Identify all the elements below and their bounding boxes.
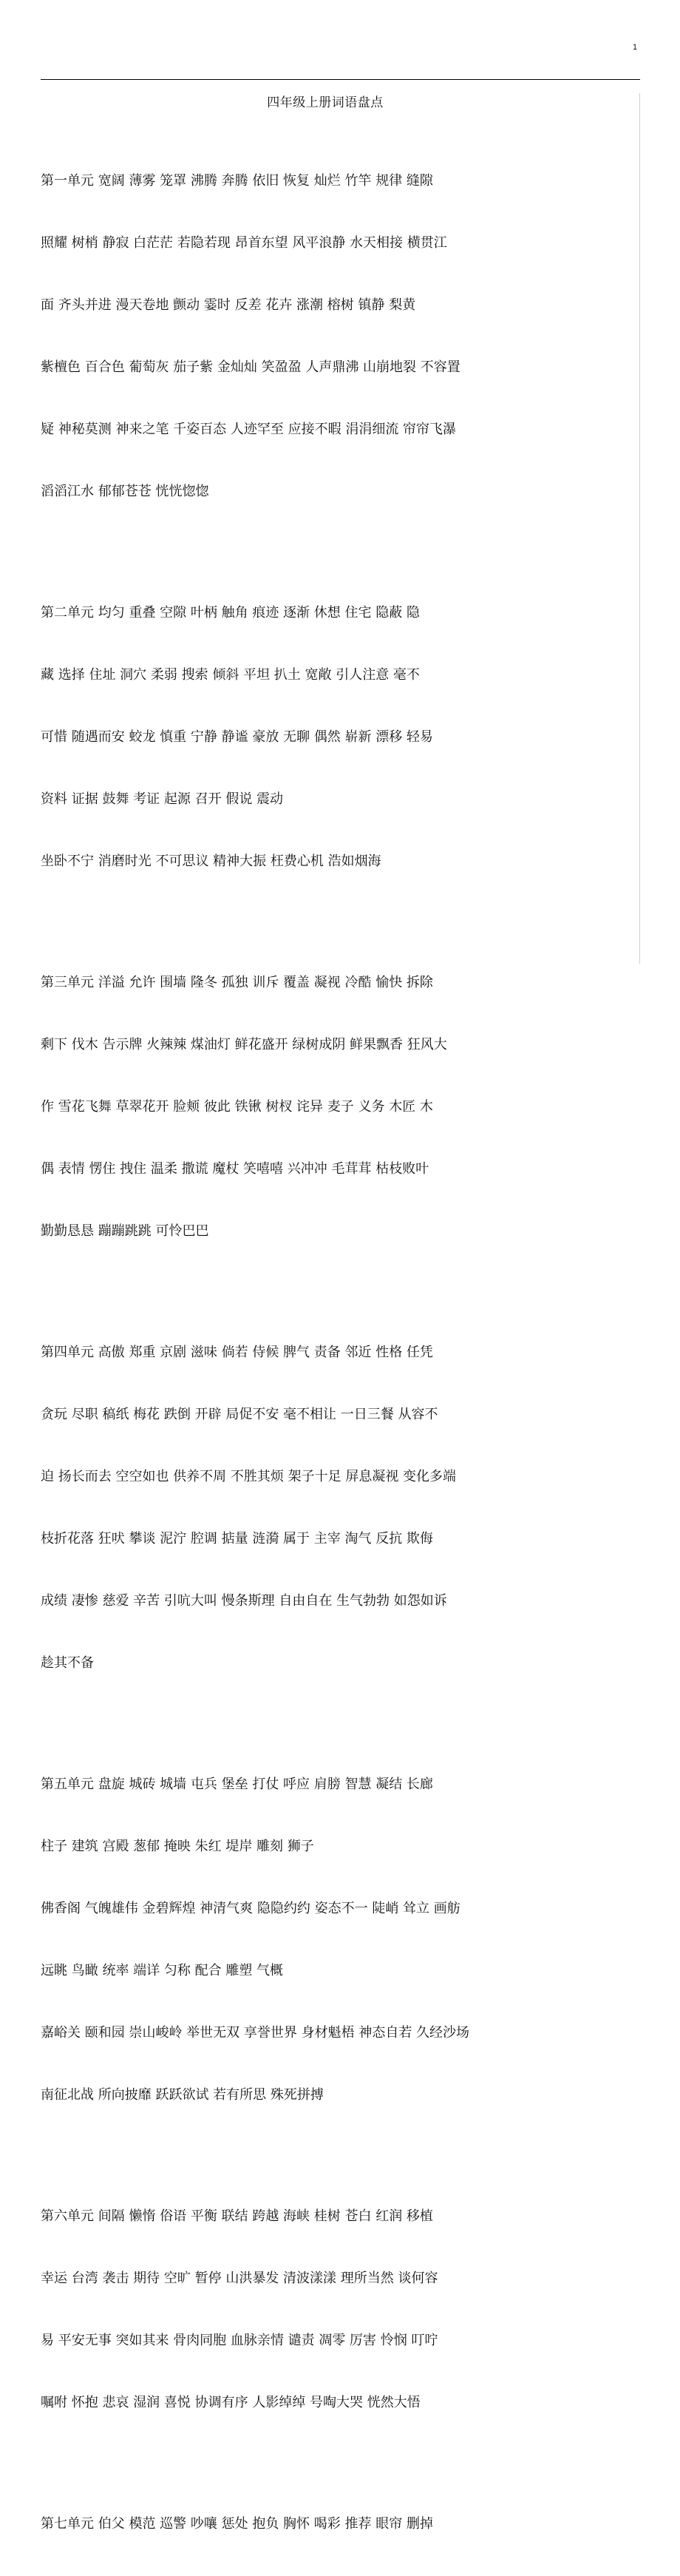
unit-line: 资料 证据 鼓舞 考证 起源 召开 假说 震动 bbox=[41, 791, 284, 807]
unit-line: 嘱咐 怀抱 悲哀 湿润 喜悦 协调有序 人影绰绰 号啕大哭 恍然大悟 bbox=[41, 2395, 421, 2410]
unit-6-paragraph bbox=[41, 2165, 641, 2455]
unit-line: 幸运 台湾 袭击 期待 空旷 暂停 山洪暴发 清波漾漾 理所当然 谈何容 bbox=[41, 2271, 438, 2286]
unit-line: 远眺 鸟瞰 统率 端详 匀称 配合 雕塑 气概 bbox=[41, 1963, 284, 1978]
page-number: 1 bbox=[633, 43, 638, 52]
unit-line: 迫 扬长而去 空空如也 供养不周 不胜其烦 架子十足 屏息凝视 变化多端 bbox=[41, 1469, 457, 1484]
unit-line: 贪玩 尽职 稿纸 梅花 跌倒 开辟 局促不安 毫不相让 一日三餐 从容不 bbox=[41, 1407, 438, 1422]
unit-line: 成绩 凄惨 慈爱 辛苦 引吭大叫 慢条斯理 自由自在 生气勃勃 如怨如诉 bbox=[41, 1593, 447, 1609]
header-rule bbox=[41, 79, 640, 80]
unit-line: 嘉峪关 颐和园 崇山峻岭 举世无双 享誉世界 身材魁梧 神态自若 久经沙场 bbox=[41, 2025, 470, 2041]
unit-line: 枝折花落 狂吠 攀谈 泥泞 腔调 掂量 涟漪 属于 主宰 淘气 反抗 欺侮 bbox=[41, 1531, 433, 1546]
unit-line: 作 雪花飞舞 草翠花开 脸颊 彼此 铁锹 树杈 诧异 麦子 义务 木匠 木 bbox=[41, 1099, 433, 1115]
unit-line: 柱子 建筑 宫殿 葱郁 掩映 朱红 堤岸 雕刻 狮子 bbox=[41, 1839, 314, 1854]
document-body bbox=[41, 129, 641, 2576]
unit-4-paragraph bbox=[41, 1301, 641, 1715]
unit-line: 藏 选择 住址 洞穴 柔弱 搜索 倾斜 平坦 扒土 宽敞 引人注意 毫不 bbox=[41, 667, 420, 683]
unit-line: 滔滔江水 郁郁苍苍 恍恍惚惚 bbox=[41, 484, 209, 499]
unit-line: 可惜 随遇而安 蛟龙 慎重 宁静 静谧 豪放 无聊 偶然 崭新 漂移 轻易 bbox=[41, 729, 433, 745]
unit-line: 第五单元 盘旋 城砖 城墙 屯兵 堡垒 打仗 呼应 肩膀 智慧 凝结 长廊 bbox=[41, 1777, 433, 1792]
unit-line: 易 平安无事 突如其来 骨肉同胞 血脉亲情 谴责 凋零 厉害 怜悯 叮咛 bbox=[41, 2333, 438, 2348]
unit-line: 佛香阁 气魄雄伟 金碧辉煌 神清气爽 隐隐约约 姿态不一 陡峭 耸立 画舫 bbox=[41, 1901, 460, 1916]
unit-line: 第四单元 高傲 郑重 京剧 滋味 倘若 侍候 脾气 责备 邻近 性格 任凭 bbox=[41, 1345, 433, 1360]
unit-line: 第三单元 洋溢 允许 围墙 隆冬 孤独 训斥 覆盖 凝视 冷酷 愉快 拆除 bbox=[41, 975, 433, 990]
unit-line: 照耀 树梢 静寂 白茫茫 若隐若现 昂首东望 风平浪静 水天相接 横贯江 bbox=[41, 235, 447, 251]
unit-5-paragraph bbox=[41, 1733, 641, 2147]
unit-3-paragraph bbox=[41, 931, 641, 1283]
unit-line: 紫檀色 百合色 葡萄灰 茄子紫 金灿灿 笑盈盈 人声鼎沸 山崩地裂 不容置 bbox=[41, 359, 460, 375]
unit-line: 勤勤恳恳 蹦蹦跳跳 可怜巴巴 bbox=[41, 1223, 209, 1239]
unit-line: 坐卧不宁 消磨时光 不可思议 精神大振 枉费心机 浩如烟海 bbox=[41, 853, 381, 869]
unit-line: 偶 表情 愣住 拽住 温柔 撒谎 魔杖 笑嘻嘻 兴冲冲 毛茸茸 枯枝败叶 bbox=[41, 1161, 429, 1177]
unit-line: 第六单元 间隔 懒惰 俗语 平衡 联结 跨越 海峡 桂树 苍白 红润 移植 bbox=[41, 2208, 433, 2224]
unit-1-paragraph bbox=[41, 129, 641, 544]
unit-line: 第一单元 宽阔 薄雾 笼罩 沸腾 奔腾 依旧 恢复 灿烂 竹竿 规律 缝隙 bbox=[41, 173, 433, 189]
unit-line: 剩下 伐木 告示牌 火辣辣 煤油灯 鲜花盛开 绿树成阴 鲜果飘香 狂风大 bbox=[41, 1037, 447, 1052]
unit-line: 第七单元 伯父 模范 巡警 吵嚷 惩处 抱负 胸怀 喝彩 推荐 眼帘 删掉 bbox=[41, 2516, 433, 2532]
unit-2-paragraph bbox=[41, 561, 641, 913]
unit-7-paragraph bbox=[41, 2472, 641, 2576]
unit-line: 疑 神秘莫测 神来之笔 千姿百态 人迹罕至 应接不暇 涓涓细流 帘帘飞瀑 bbox=[41, 422, 457, 437]
unit-line: 第二单元 均匀 重叠 空隙 叶柄 触角 痕迹 逐渐 休想 住宅 隐蔽 隐 bbox=[41, 605, 420, 621]
unit-line: 南征北战 所向披靡 跃跃欲试 若有所思 殊死拼搏 bbox=[41, 2087, 324, 2103]
unit-line: 面 齐头并进 漫天卷地 颤动 霎时 反差 花卉 涨潮 榕树 镇静 梨黄 bbox=[41, 297, 416, 313]
unit-line: 趁其不备 bbox=[41, 1655, 94, 1671]
document-title: 四年级上册词语盘点 bbox=[267, 95, 384, 110]
